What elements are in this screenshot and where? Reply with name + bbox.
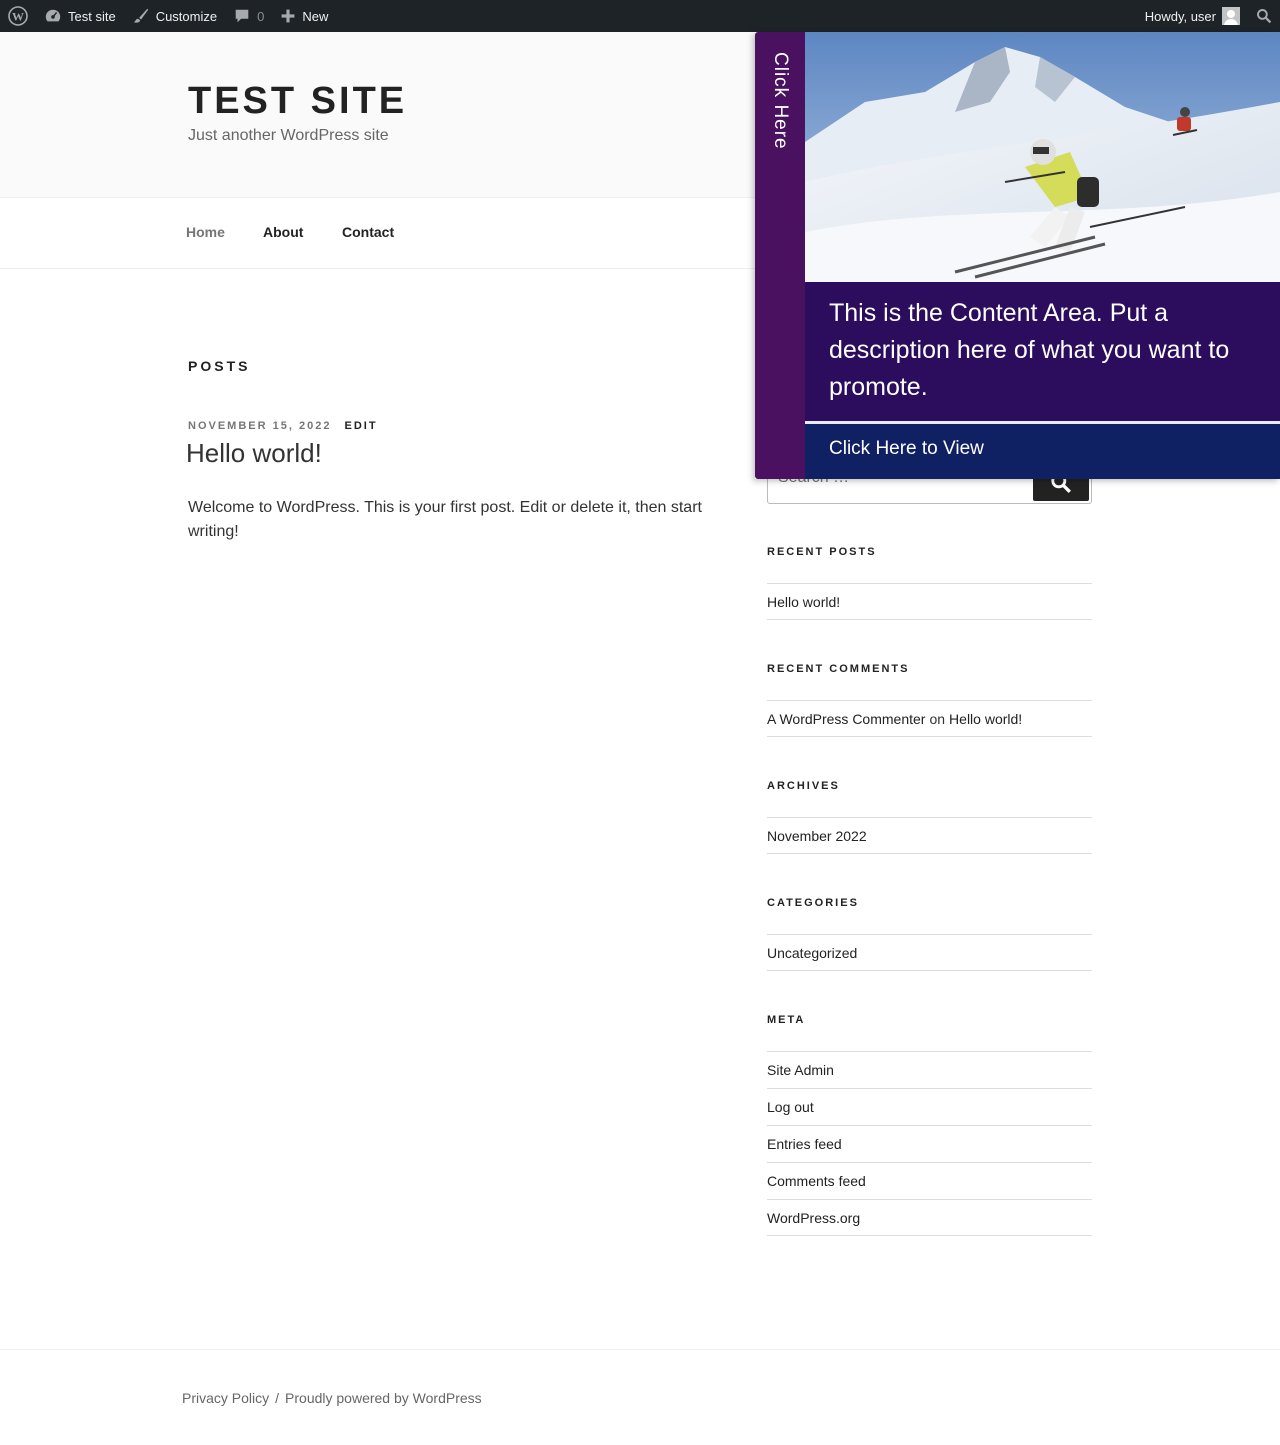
- site-description: Just another WordPress site: [188, 127, 389, 144]
- recent-posts-title: RECENT POSTS: [767, 546, 877, 558]
- admin-bar-customize-label: Customize: [155, 8, 218, 24]
- admin-bar-customize[interactable]: [124, 0, 225, 32]
- site-title[interactable]: TEST SITE: [188, 80, 408, 122]
- admin-bar-new[interactable]: [272, 0, 336, 32]
- promo-popup: [755, 32, 1280, 479]
- admin-bar-new-label: New: [302, 8, 329, 24]
- powered-by-link[interactable]: Proudly powered by WordPress: [285, 1390, 482, 1406]
- post-title[interactable]: Hello world!: [186, 438, 322, 468]
- entry-meta: [188, 420, 378, 432]
- howdy-text: Howdy, user: [1144, 8, 1216, 24]
- post-date[interactable]: NOVEMBER 15, 2022: [188, 420, 332, 432]
- admin-bar-site-name: Test site: [68, 8, 116, 24]
- comment-post-link[interactable]: Hello world!: [949, 710, 1023, 727]
- promo-content: This is the Content Area. Put a description here of what you want to promote.: [805, 282, 1280, 422]
- admin-bar: [0, 0, 1280, 32]
- admin-bar-site-link[interactable]: [36, 0, 124, 32]
- avatar: [1222, 7, 1240, 25]
- list-item[interactable]: Comments feed: [767, 1162, 1092, 1199]
- paintbrush-icon: [132, 7, 150, 25]
- footer-links: [182, 1390, 482, 1406]
- recent-comments-title: RECENT COMMENTS: [767, 663, 910, 675]
- svg-text:W: W: [12, 9, 24, 24]
- archives-list: [767, 817, 1092, 854]
- nav-item-contact[interactable]: Contact: [342, 224, 395, 240]
- list-item[interactable]: Entries feed: [767, 1125, 1092, 1162]
- wordpress-logo-icon[interactable]: [0, 0, 36, 32]
- promo-image: [805, 32, 1280, 282]
- recent-comments-list: [767, 700, 1092, 737]
- meta-list: [767, 1051, 1092, 1236]
- privacy-policy-link[interactable]: Privacy Policy: [182, 1390, 270, 1406]
- nav-item-about[interactable]: About: [263, 224, 304, 240]
- footer-separator: /: [275, 1390, 280, 1406]
- promo-cta-button[interactable]: Click Here to View: [805, 424, 1280, 479]
- recent-posts-list: [767, 583, 1092, 620]
- comment-on-text: on: [929, 710, 946, 727]
- list-item[interactable]: WordPress.org: [767, 1199, 1092, 1236]
- admin-bar-comments-count: 0: [257, 8, 265, 24]
- list-item: [767, 700, 1092, 737]
- page-title: POSTS: [188, 358, 251, 374]
- admin-bar-comments[interactable]: [225, 0, 272, 32]
- post-excerpt: Welcome to WordPress. This is your first post. Edit or delete it, then start writing!: [188, 499, 702, 540]
- comment-bubble-icon: [233, 7, 251, 25]
- admin-bar-account[interactable]: [1137, 0, 1248, 32]
- list-item[interactable]: Log out: [767, 1088, 1092, 1125]
- categories-list: [767, 934, 1092, 971]
- list-item[interactable]: Uncategorized: [767, 934, 1092, 971]
- meta-title: META: [767, 1014, 806, 1026]
- plus-icon: [280, 8, 296, 24]
- comment-author-link[interactable]: A WordPress Commenter: [767, 710, 926, 727]
- dashboard-icon: [44, 7, 62, 25]
- admin-bar-search-icon[interactable]: [1248, 0, 1280, 32]
- list-item[interactable]: Site Admin: [767, 1051, 1092, 1088]
- promo-tab-label: Click Here: [770, 52, 791, 150]
- promo-tab[interactable]: [755, 32, 805, 479]
- list-item[interactable]: November 2022: [767, 817, 1092, 854]
- site-footer: [0, 1349, 1280, 1445]
- nav-item-home[interactable]: Home: [186, 224, 225, 240]
- edit-post-link[interactable]: EDIT: [344, 420, 378, 432]
- list-item[interactable]: Hello world!: [767, 583, 1092, 620]
- categories-title: CATEGORIES: [767, 897, 859, 909]
- archives-title: ARCHIVES: [767, 780, 840, 792]
